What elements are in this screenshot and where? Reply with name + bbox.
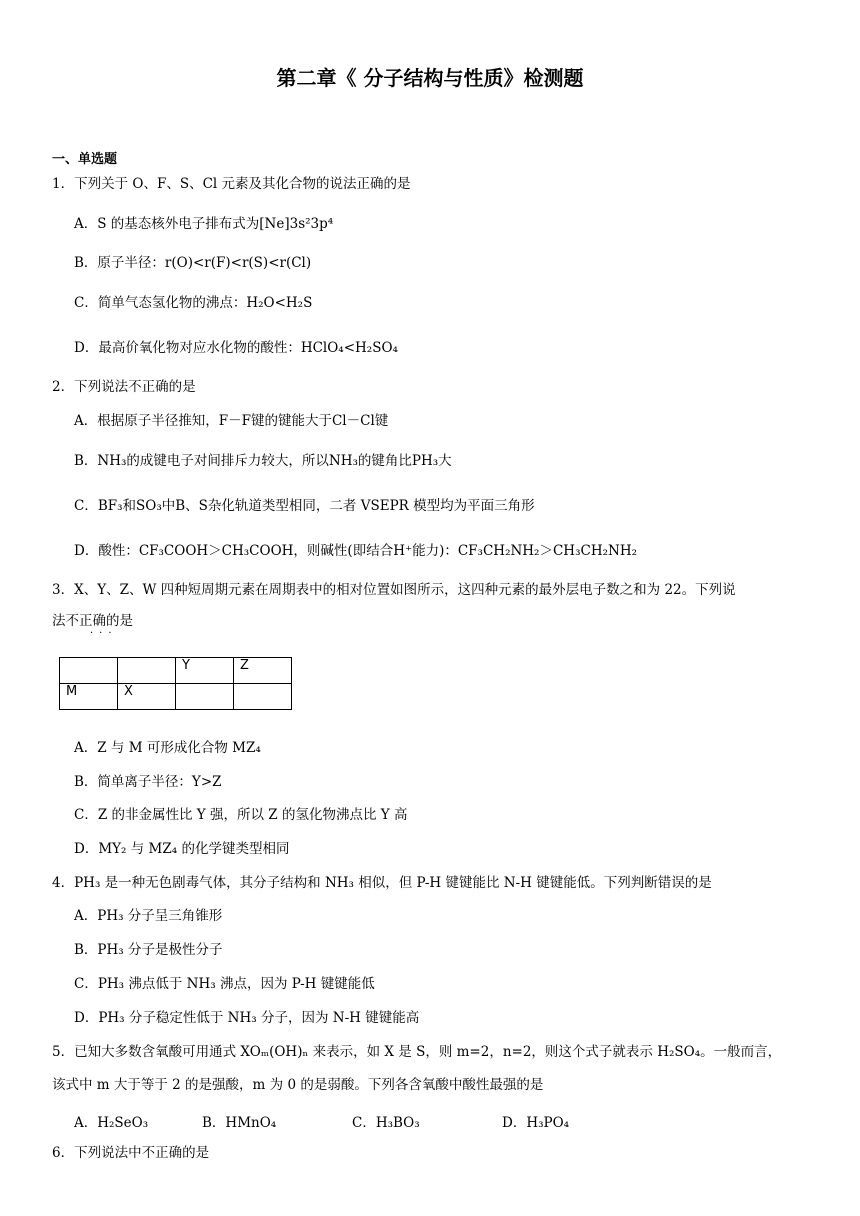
table-cell: Z bbox=[234, 658, 292, 684]
question-5-option-c: C．H₃BO₃ bbox=[352, 1115, 420, 1131]
question-5-stem-line-1: 5．已知大多数含氧酸可用通式 XOₘ(OH)ₙ 来表示，如 X 是 S，则 m=2，n=2，则这个式子就表示 H₂SO₄。一般而言， bbox=[52, 1044, 782, 1060]
question-5-option-a: A．H₂SeO₃ bbox=[74, 1115, 149, 1131]
question-3-stem-line-1: 3．X、Y、Z、W 四种短周期元素在周期表中的相对位置如图所示，这四种元素的最外层电子数之和为 22。下列说 bbox=[52, 582, 736, 598]
question-1-stem: 1．下列关于 O、F、S、Cl 元素及其化合物的说法正确的是 bbox=[52, 176, 411, 192]
question-2-option-a: A．根据原子半径推知，F－F键的键能大于Cl－Cl键 bbox=[74, 413, 389, 429]
question-2-option-d: D．酸性：CF₃COOH＞CH₃COOH，则碱性(即结合H⁺能力)：CF₃CH₂NH₂＞CH₃CH₂NH₂ bbox=[74, 543, 637, 559]
question-4-option-d: D．PH₃ 分子稳定性低于 NH₃ 分子，因为 N-H 键键能高 bbox=[74, 1010, 420, 1026]
question-4-option-c: C．PH₃ 沸点低于 NH₃ 沸点，因为 P-H 键键能低 bbox=[74, 976, 375, 992]
question-3-option-c: C．Z 的非金属性比 Y 强，所以 Z 的氢化物沸点比 Y 高 bbox=[74, 807, 408, 823]
question-4-option-a: A．PH₃ 分子呈三角锥形 bbox=[74, 908, 223, 924]
question-1-option-a: A．S 的基态核外电子排布式为[Ne]3s²3p⁴ bbox=[74, 216, 334, 232]
question-3-stem-line-2: 法不正确的是 bbox=[52, 613, 133, 629]
question-3-option-a: A．Z 与 M 可形成化合物 MZ₄ bbox=[74, 740, 261, 756]
question-4-stem: 4．PH₃ 是一种无色剧毒气体，其分子结构和 NH₃ 相似，但 P-H 键键能比 N-H 键键能低。下列判断错误的是 bbox=[52, 875, 712, 891]
section-heading: 一、单选题 bbox=[52, 152, 118, 167]
question-5-option-b: B．HMnO₄ bbox=[202, 1115, 277, 1131]
question-2-option-b: B．NH₃的成键电子对间排斥力较大，所以NH₃的键角比PH₃大 bbox=[74, 453, 452, 469]
table-cell bbox=[60, 658, 118, 684]
table-cell: X bbox=[118, 684, 176, 710]
question-6-stem: 6．下列说法中不正确的是 bbox=[52, 1145, 210, 1161]
question-5-stem-line-2: 该式中 m 大于等于 2 的是强酸，m 为 0 的是弱酸。下列各含氧酸中酸性最强的是 bbox=[52, 1077, 544, 1093]
question-1-option-b: B．原子半径：r(O)<r(F)<r(S)<r(Cl) bbox=[74, 255, 312, 271]
question-1-option-d: D．最高价氧化物对应水化物的酸性：HClO₄<H₂SO₄ bbox=[74, 340, 398, 356]
question-5-option-d: D．H₃PO₄ bbox=[502, 1115, 570, 1131]
table-cell: Y bbox=[176, 658, 234, 684]
table-cell bbox=[176, 684, 234, 710]
question-1-option-c: C．简单气态氢化物的沸点：H₂O<H₂S bbox=[74, 295, 313, 311]
page-title: 第二章《 分子结构与性质》检测题 bbox=[276, 66, 584, 90]
question-2-stem: 2．下列说法不正确的是 bbox=[52, 379, 196, 395]
table-cell: M bbox=[60, 684, 118, 710]
question-3-option-d: D．MY₂ 与 MZ₄ 的化学键类型相同 bbox=[74, 841, 290, 857]
table-cell bbox=[118, 658, 176, 684]
question-4-option-b: B．PH₃ 分子是极性分子 bbox=[74, 942, 223, 958]
emphasis-dots: ··· bbox=[90, 628, 118, 639]
periodic-table-fragment bbox=[59, 657, 292, 710]
question-2-option-c: C．BF₃和SO₃中B、S杂化轨道类型相同，二者 VSEPR 模型均为平面三角形 bbox=[74, 498, 535, 514]
table-row bbox=[60, 684, 292, 710]
question-3-option-b: B．简单离子半径：Y>Z bbox=[74, 774, 222, 790]
table-row bbox=[60, 658, 292, 684]
table-cell bbox=[234, 684, 292, 710]
